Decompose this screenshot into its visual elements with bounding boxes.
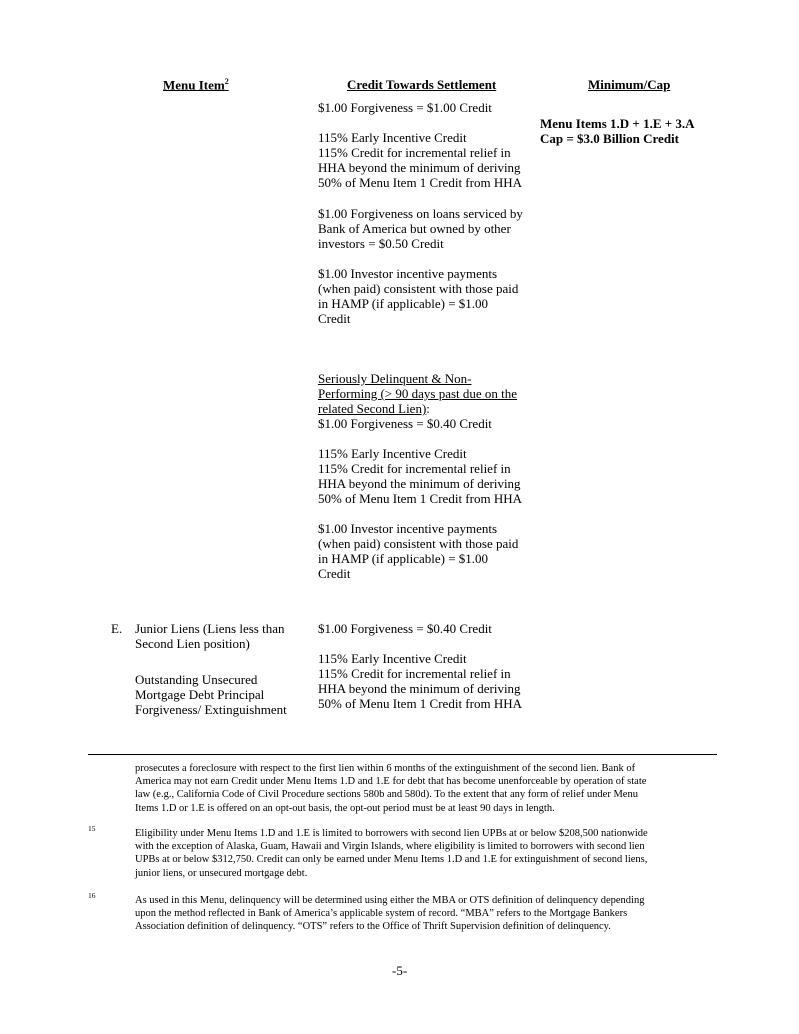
cap-line: Menu Items 1.D + 1.E + 3.A [540,116,695,131]
header-menu-item [163,77,229,93]
footnote-line: with the exception of Alaska, Guam, Hawaii and Virgin Islands, where eligibility is limited to borrowers with second lien [135,841,645,853]
footnote-15 [135,827,648,880]
menu-item-line: Junior Liens (Liens less than [135,621,285,636]
credit-block-junior-liens-forgiveness [318,621,492,636]
credit-block-serviced-loans [318,206,523,251]
credit-line: Bank of America but owned by other [318,221,511,236]
footnote-16-number: 16 [88,891,96,900]
menu-item-letter-e: E. [111,621,123,636]
footnote-line: Association definition of delinquency. “OTS” refers to the Office of Thrift Supervision definition of delinquency. [135,921,611,933]
footnote-line: law (e.g., California Code of Civil Procedure sections 580b and 580d). To the extent that any form of relief under Menu [135,789,638,801]
cap-line: Cap = $3.0 Billion Credit [540,131,679,146]
credit-line: 50% of Menu Item 1 Credit from HHA [318,696,522,711]
credit-line: $1.00 Forgiveness on loans serviced by [318,206,523,221]
menu-item-line: Second Lien position) [135,636,250,651]
credit-block-early-incentive-2 [318,446,522,506]
credit-line: 115% Early Incentive Credit [318,651,467,666]
credit-line: HHA beyond the minimum of deriving [318,681,521,696]
credit-block-seriously-delinquent [318,371,517,431]
menu-item-e-subtitle [135,672,287,717]
credit-line: in HAMP (if applicable) = $1.00 [318,551,489,566]
minimum-cap-value [540,116,695,146]
menu-item-line: Outstanding Unsecured [135,672,258,687]
menu-item-e-title [135,621,284,651]
footnote-line: upon the method reflected in Bank of America’s applicable system of record. “MBA” refers to the Mortgage Bankers [135,908,628,920]
credit-block-investor-incentive-1 [318,266,518,326]
menu-item-line: Forgiveness/ Extinguishment [135,702,287,717]
credit-subheading-line: Seriously Delinquent & Non- [318,371,472,386]
footnote-line: Eligibility under Menu Items 1.D and 1.E is limited to borrowers with second lien UPBs at or below $208,500 nationwide [135,828,648,839]
credit-line: HHA beyond the minimum of deriving [318,160,521,175]
credit-line: (when paid) consistent with those paid [318,281,519,296]
footnote-separator [88,754,717,755]
credit-line: 115% Credit for incremental relief in [318,666,511,681]
credit-line: (when paid) consistent with those paid [318,536,519,551]
footnote-line: As used in this Menu, delinquency will be determined using either the MBA or OTS definition of delinquency depending [135,895,645,906]
header-menu-item-text: Menu Item [163,77,225,93]
credit-line: 115% Early Incentive Credit [318,130,467,145]
credit-block-forgiveness-1 [318,100,492,115]
credit-line: 50% of Menu Item 1 Credit from HHA [318,491,522,506]
credit-line: $1.00 Forgiveness = $0.40 Credit [318,416,492,431]
credit-line: HHA beyond the minimum of deriving [318,476,521,491]
credit-line: 115% Credit for incremental relief in [318,145,511,160]
credit-line: Credit [318,311,351,326]
credit-line: investors = $0.50 Credit [318,236,444,251]
header-credit-towards-settlement: Credit Towards Settlement [347,77,497,92]
credit-line: $1.00 Investor incentive payments [318,521,498,536]
footnote-14-continued [135,762,646,815]
page-number: -5- [392,963,408,978]
footnote-line: UPBs at or below $312,750. Credit can only be earned under Menu Items 1.D and 1.E for extinguishment of second liens, [135,854,648,866]
footnote-line: junior liens, or unsecured mortgage debt. [135,867,308,879]
footnote-ref-2: 2 [224,77,229,86]
credit-block-investor-incentive-2 [318,521,518,581]
credit-line: 50% of Menu Item 1 Credit from HHA [318,175,522,190]
credit-subheading-line: related Second Lien) [318,401,427,416]
footnote-16 [135,894,644,934]
credit-line: $1.00 Investor incentive payments [318,266,498,281]
credit-block-early-incentive-1 [318,130,522,190]
credit-block-early-incentive-3 [318,651,522,711]
header-minimum-cap: Minimum/Cap [588,77,671,92]
credit-line: 115% Credit for incremental relief in [318,461,511,476]
menu-item-line: Mortgage Debt Principal [135,687,265,702]
footnote-line: prosecutes a foreclosure with respect to the first lien within 6 months of the extinguishment of the second lien. Bank of [135,763,636,774]
credit-subheading-line: Performing (> 90 days past due on the [318,386,518,401]
footnote-line: America may not earn Credit under Menu Items 1.D and 1.E for debt that has become unenforceable by operation of state [135,776,647,788]
footnote-15-number: 15 [88,824,96,833]
credit-line: $1.00 Forgiveness = $0.40 Credit [318,621,492,636]
credit-line: in HAMP (if applicable) = $1.00 [318,296,489,311]
credit-subheading-colon: : [426,401,430,416]
credit-line: 115% Early Incentive Credit [318,446,467,461]
credit-line: $1.00 Forgiveness = $1.00 Credit [318,100,492,115]
credit-line: Credit [318,566,351,581]
footnote-line: Items 1.D or 1.E is offered on an opt-out basis, the opt-out period must be at least 90 days in length. [135,802,555,814]
